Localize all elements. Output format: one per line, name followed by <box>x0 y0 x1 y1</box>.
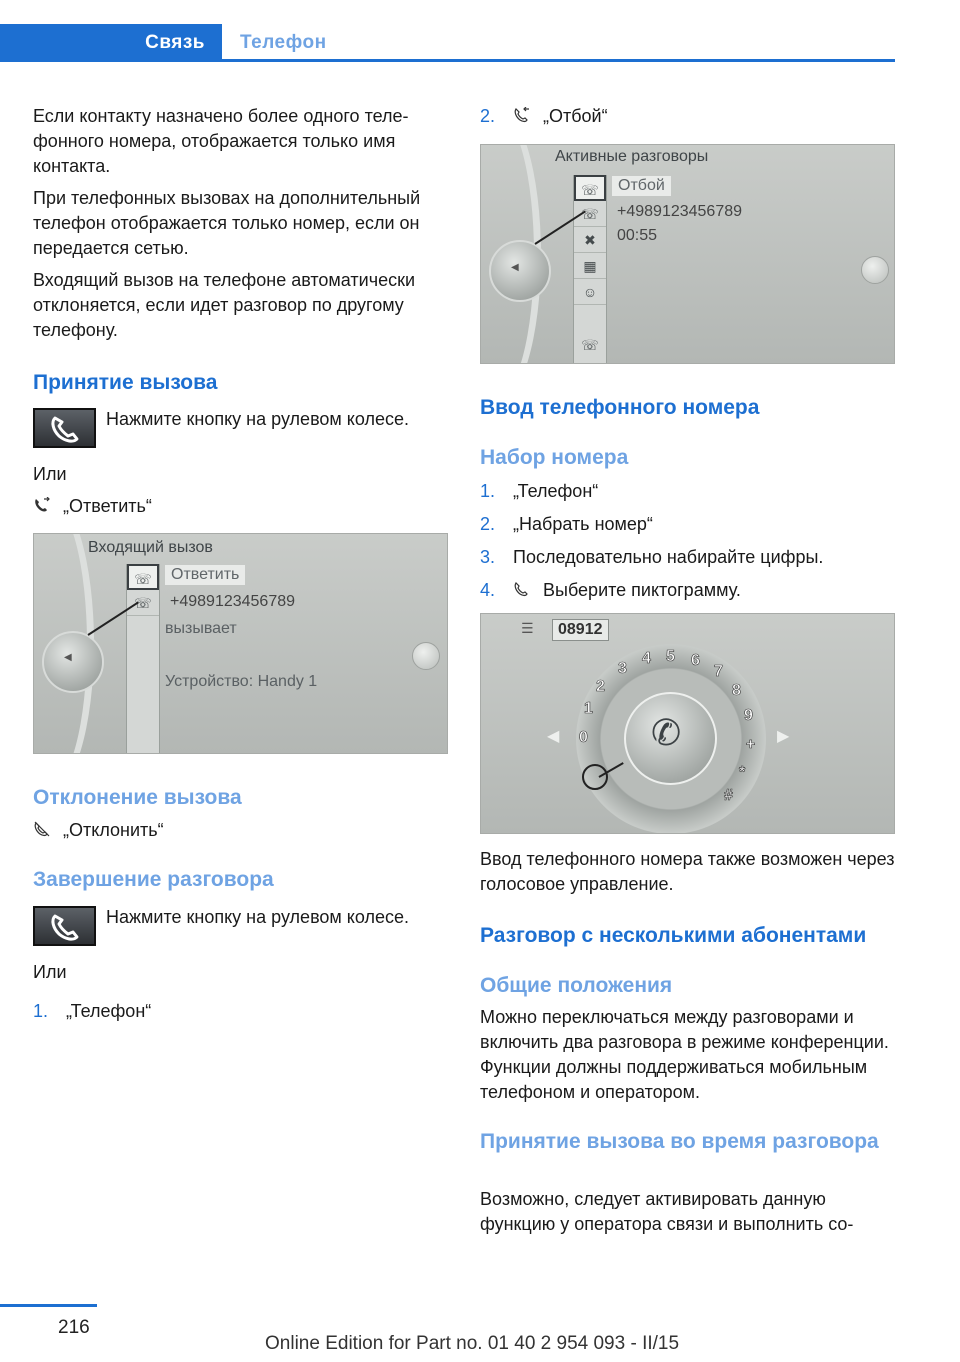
caller-number: +4989123456789 <box>617 203 743 220</box>
voice-note: Ввод телефонного номера также возможен через голосовое управление. <box>480 849 895 894</box>
heading-general: Общие положения <box>480 974 673 997</box>
dial-digits <box>481 614 895 834</box>
tab-svyaz[interactable]: Связь <box>0 24 222 62</box>
accept-call-icon[interactable]: ☏ <box>127 564 159 590</box>
heading-accept-call: Принятие вызова <box>33 371 218 394</box>
left-arrow-icon: ◀ <box>64 652 72 663</box>
reject-row <box>33 818 449 843</box>
digit-8: 8 <box>732 682 741 699</box>
step-text: „Телефон“ <box>513 481 599 501</box>
reject-call-icon[interactable]: ☏ <box>127 590 159 616</box>
step-number: 4. <box>480 580 496 600</box>
step-text: „Набрать номер“ <box>513 514 653 534</box>
digit-9: 9 <box>744 707 753 724</box>
step-number: 3. <box>480 547 496 567</box>
step-number: 1. <box>480 481 496 501</box>
caller-number: +4989123456789 <box>170 593 296 610</box>
step-number: 1. <box>33 1001 49 1021</box>
step-row <box>33 999 449 1024</box>
general-text: Можно переключаться между разговорами и включить два разговора в режиме конференции. Функции должны поддерживаться мобильным телефоном и оператором. <box>480 1007 889 1102</box>
press-wheel-text: Нажмите кнопку на рулевом колесе. <box>106 409 410 429</box>
hang-up-icon[interactable]: ☏ <box>574 175 606 201</box>
icon-column <box>126 564 160 754</box>
dial-call-icon[interactable] <box>582 764 608 790</box>
device-name: Устройство: Handy 1 <box>165 673 318 690</box>
heading-accept-during-call: Принятие вызова во время разговора <box>480 1130 879 1153</box>
reject-label: „Отклонить“ <box>63 820 164 840</box>
side-menu-button[interactable] <box>412 642 440 670</box>
active-calls-screenshot <box>480 144 895 364</box>
digit-2: 2 <box>596 678 605 695</box>
or-text: Или <box>33 962 67 982</box>
hash-key: # <box>724 787 733 804</box>
press-wheel-text: Нажмите кнопку на рулевом колесе. <box>106 907 410 927</box>
page-number: 216 <box>58 1317 90 1338</box>
answer-option[interactable]: Ответить <box>165 565 245 585</box>
side-menu-button[interactable] <box>861 256 889 284</box>
digit-5: 5 <box>666 648 675 665</box>
call-status: вызывает <box>165 620 237 637</box>
steering-wheel-phone-button-icon <box>33 906 96 946</box>
dial-steps <box>480 479 896 603</box>
step-number: 2. <box>480 106 496 126</box>
dialed-number-display: 08912 <box>552 619 609 641</box>
paragraph: Входящий вызов на телефоне автоматически отклоняется, если идет разговор по другому телефону. <box>33 270 416 340</box>
digit-1: 1 <box>584 700 593 717</box>
or-text: Или <box>33 464 67 484</box>
icon-column <box>573 175 607 364</box>
digit-4: 4 <box>642 650 651 667</box>
left-column <box>33 104 449 350</box>
digit-7: 7 <box>714 663 723 680</box>
screen-title: Входящий вызов <box>88 539 213 556</box>
tab-telefon[interactable]: Телефон <box>240 32 327 53</box>
footer-edition: Online Edition for Part no. 01 40 2 954 093 - II/15 <box>265 1333 680 1354</box>
plus-key: + <box>746 736 756 753</box>
switch-call-icon[interactable]: ☏ <box>581 337 599 353</box>
dial-number-screenshot <box>480 613 895 834</box>
hang-up-icon <box>513 104 543 123</box>
heading-end-call: Завершение разговора <box>33 868 274 891</box>
accept-call-icon <box>33 494 63 513</box>
conference-icon[interactable]: ☺ <box>574 279 606 305</box>
dial-call-icon <box>513 578 543 597</box>
left-arrow-icon[interactable]: ◀ <box>547 728 560 745</box>
digit-3: 3 <box>618 660 627 677</box>
paragraph: Если контакту назначено более одного телефонного номера, отображается только имя контакта. <box>33 106 409 176</box>
answer-row <box>33 494 449 519</box>
incoming-call-screenshot <box>33 533 448 754</box>
right-arrow-icon[interactable]: ▶ <box>777 728 790 745</box>
heading-dial: Набор номера <box>480 446 629 469</box>
answer-label: „Ответить“ <box>63 496 152 516</box>
heading-multi-party: Разговор с несколькими абонентами <box>480 924 867 947</box>
hold-icon[interactable]: ☏ <box>574 201 606 227</box>
menu-icon: ☰ <box>521 620 534 636</box>
paragraph: При телефонных вызовах на дополнительный телефон отображается только номер, если он передается сетью. <box>33 188 421 258</box>
hangup-label: „Отбой“ <box>543 106 608 126</box>
digit-0: 0 <box>579 729 588 746</box>
step-text: Выберите пиктограмму. <box>543 580 741 600</box>
digit-6: 6 <box>691 652 700 669</box>
call-duration: 00:55 <box>617 227 658 244</box>
mute-icon[interactable]: ✖ <box>574 227 606 253</box>
hangup-option[interactable]: Отбой <box>612 176 671 196</box>
keypad-icon[interactable]: ▦ <box>574 253 606 279</box>
accept-during-text: Возможно, следует активировать данную функцию у оператора связи и выполнить со- <box>480 1189 854 1234</box>
hangup-row <box>480 104 896 129</box>
star-key: * <box>739 764 746 781</box>
controller-knob <box>489 240 551 302</box>
screen-title: Активные разговоры <box>555 148 709 165</box>
controller-knob <box>42 631 104 693</box>
footer-rule <box>0 1304 97 1307</box>
step-text: „Телефон“ <box>66 1001 152 1021</box>
press-wheel-row <box>33 408 449 448</box>
reject-call-icon <box>33 818 63 837</box>
heading-reject-call: Отклонение вызова <box>33 786 242 809</box>
steering-wheel-phone-button-icon <box>33 408 96 448</box>
step-number: 2. <box>480 514 496 534</box>
step-text: Последовательно набирайте цифры. <box>513 547 824 567</box>
header-tab-bar <box>0 24 895 62</box>
call-handset-icon: ✆ <box>651 712 682 753</box>
left-arrow-icon: ◀ <box>511 262 519 273</box>
heading-enter-number: Ввод телефонного номера <box>480 396 760 419</box>
press-wheel-row-2 <box>33 906 449 946</box>
